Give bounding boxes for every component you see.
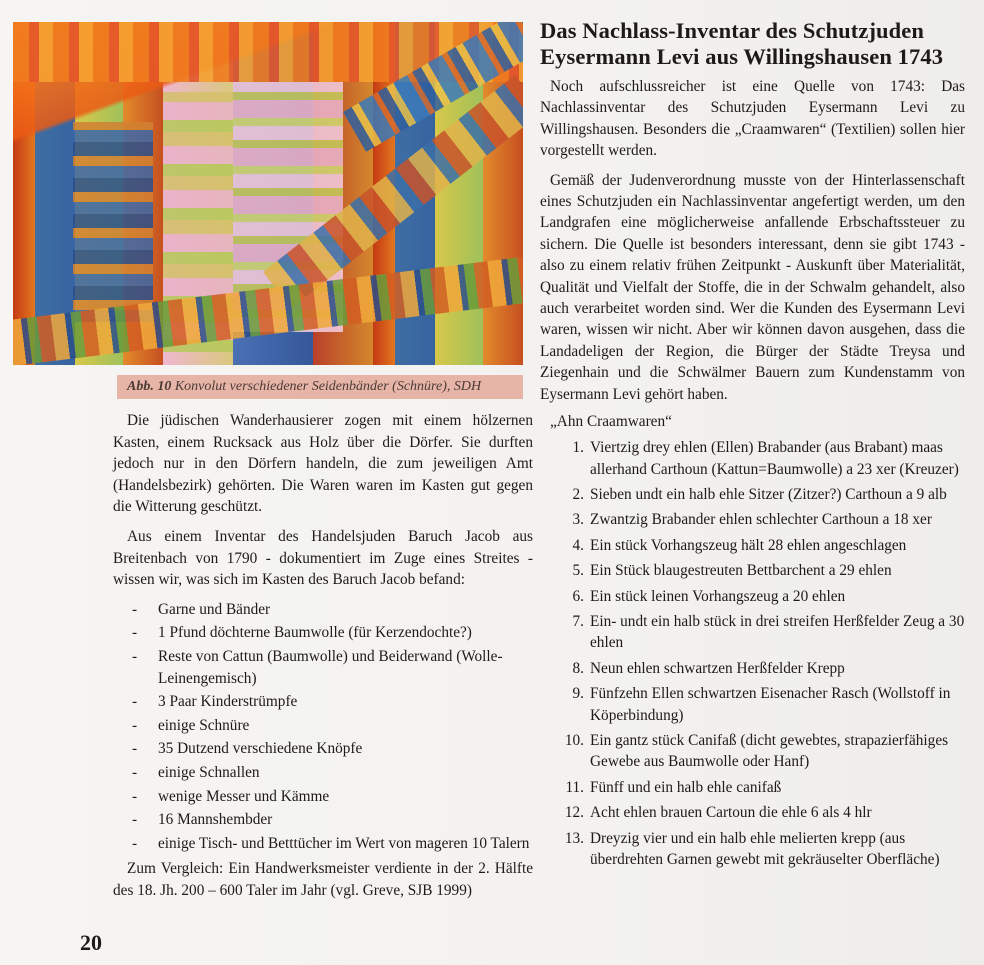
- page-number: 20: [80, 930, 102, 955]
- left-column: [113, 410, 533, 909]
- list-item: 4. Ein stück Vorhangszeug hält 28 ehlen angeschlagen: [540, 535, 965, 556]
- silk-ribbons-photo: [13, 22, 523, 365]
- list-item: 1. Viertzig drey ehlen (Ellen) Brabander (aus Brabant) maas allerhand Carthoun (Kattun=Baumwolle) a 23 xer (Kreuzer): [540, 437, 965, 480]
- kasten-inventory-list: [113, 599, 533, 855]
- item-number: 13.: [564, 829, 584, 847]
- item-number: 3.: [572, 511, 584, 529]
- list-item: - einige Tisch- und Betttücher im Wert von mageren 10 Talern: [113, 833, 533, 855]
- bullet-dash: -: [132, 740, 138, 758]
- item-number: 6.: [572, 587, 584, 605]
- item-number: 10.: [564, 731, 584, 749]
- item-number: 5.: [572, 562, 584, 580]
- list-item: 11. Fünff und ein halb ehle canifaß: [540, 777, 965, 798]
- list-item: 6. Ein stück leinen Vorhangszeug a 20 ehlen: [540, 586, 965, 607]
- list-item: 10. Ein gantz stück Canifaß (dicht gewebtes, strapazierfähiges Gewebe aus Baumwolle oder Hanf): [540, 730, 965, 773]
- caption-text: Konvolut verschiedener Seidenbänder (Schnüre), SDH: [174, 379, 482, 394]
- list-item: 9. Fünfzehn Ellen schwartzen Eisenacher Rasch (Wollstoff in Köperbindung): [540, 683, 965, 726]
- list-item: - wenige Messer und Kämme: [113, 786, 533, 808]
- list-item: - Garne und Bänder: [113, 599, 533, 621]
- item-number: 12.: [564, 804, 584, 822]
- list-item: 2. Sieben undt ein halb ehle Sitzer (Zitzer?) Carthoun a 9 alb: [540, 484, 965, 505]
- bullet-dash: -: [132, 693, 138, 711]
- list-item: - 35 Dutzend verschiedene Knöpfe: [113, 738, 533, 760]
- right-paragraph-2: Gemäß der Judenverordnung musste von der Hinterlassenschaft eines Schutzjuden ein Nachlassinventar angefertigt werden, um den Landgrafen eine möglicherweise anfallende Erbschaftssteuer zu sichern. Die Quelle ist besonders interessant, denn sie gibt 1743 - also zu einem relativ frühen Zeitpunkt - Auskunft über Materialität, Qualität und Vielfalt der Stoffe, die in der Schwalm gehandelt, also auch verarbeitet worden sind. Wer die Kunden des Eysermann Levi waren, wissen wir nicht. Aber wir können davon ausgehen, dass die Landadeligen der Region, die Bürger der Städte Treysa und Ziegenhain und die Schwälmer Bauern zum Kundenstamm von Eysermann Levi gehört haben.: [540, 171, 965, 403]
- item-number: 9.: [572, 685, 584, 703]
- bullet-dash: -: [132, 600, 138, 618]
- list-item: - 3 Paar Kinderstrümpfe: [113, 691, 533, 713]
- list-item: - Reste von Cattun (Baumwolle) und Beiderwand (Wolle-Leinengemisch): [132, 647, 503, 687]
- list-item: - einige Schnüre: [113, 715, 533, 737]
- bullet-dash: -: [132, 624, 138, 642]
- left-paragraph-1: Die jüdischen Wanderhausierer zogen mit einem hölzernen Kasten, einem Rucksack aus Holz über die Dörfer. Sie durften jedoch nur in den Dörfern handeln, die zum jeweiligen Amt (Handelsbezirk) gehörten. Die Waren waren im Kasten gut gegen die Witterung geschützt.: [113, 412, 533, 516]
- item-number: 7.: [572, 612, 584, 630]
- list-item: 5. Ein Stück blaugestreuten Bettbarchent a 29 ehlen: [540, 560, 965, 581]
- bullet-dash: -: [132, 787, 138, 805]
- bullet-dash: -: [132, 834, 138, 852]
- list-heading: „Ahn Craamwaren“: [550, 413, 672, 431]
- item-number: 1.: [572, 439, 584, 457]
- craamwaren-list: [540, 437, 965, 870]
- figure-caption: [117, 375, 523, 399]
- item-number: 8.: [572, 659, 584, 677]
- right-column: [540, 18, 965, 874]
- bullet-dash: -: [132, 811, 138, 829]
- caption-label: Abb. 10: [127, 379, 172, 394]
- list-item: - 1 Pfund döchterne Baumwolle (für Kerzendochte?): [113, 622, 533, 644]
- list-item: 8. Neun ehlen schwartzen Herßfelder Krepp: [540, 658, 965, 679]
- item-number: 2.: [572, 485, 584, 503]
- list-item: - einige Schnallen: [113, 762, 533, 784]
- list-item: 13. Dreyzig vier und ein halb ehle melierten krepp (aus überdrehten Garnen gewebt mit gekräuselter Oberfläche): [540, 828, 965, 871]
- left-paragraph-3: Zum Vergleich: Ein Handwerksmeister verdiente in der 2. Hälfte des 18. Jh. 200 – 600 Taler im Jahr (vgl. Greve, SJB 1999): [113, 860, 533, 899]
- list-item: 12. Acht ehlen brauen Cartoun die ehle 6 als 4 hlr: [540, 802, 965, 823]
- bullet-dash: -: [132, 763, 138, 781]
- right-paragraph-1: Noch aufschlussreicher ist eine Quelle von 1743: Das Nachlassinventar des Schutzjuden Eysermann Levi zu Willingshausen. Besonders die „Craamwaren“ (Textilien) sollen hier vorgestellt werden.: [540, 78, 965, 160]
- list-item: 3. Zwantzig Brabander ehlen schlechter Carthoun a 18 xer: [540, 509, 965, 530]
- list-item: 7. Ein- undt ein halb stück in drei streifen Herßfelder Zeug a 30 ehlen: [540, 611, 965, 654]
- item-number: 11.: [565, 778, 584, 796]
- left-paragraph-2: Aus einem Inventar des Handelsjuden Baruch Jacob aus Breitenbach von 1790 - dokumentiert im Zuge eines Streites - wissen wir, was sich im Kasten des Baruch Jacob befand:: [113, 527, 533, 589]
- section-title: Das Nachlass-Inventar des Schutzjuden Eysermann Levi aus Willingshausen 1743: [540, 18, 944, 69]
- bullet-dash: -: [132, 716, 138, 734]
- bullet-dash: -: [132, 647, 138, 665]
- item-number: 4.: [572, 536, 584, 554]
- list-item: - 16 Mannshembder: [113, 809, 533, 831]
